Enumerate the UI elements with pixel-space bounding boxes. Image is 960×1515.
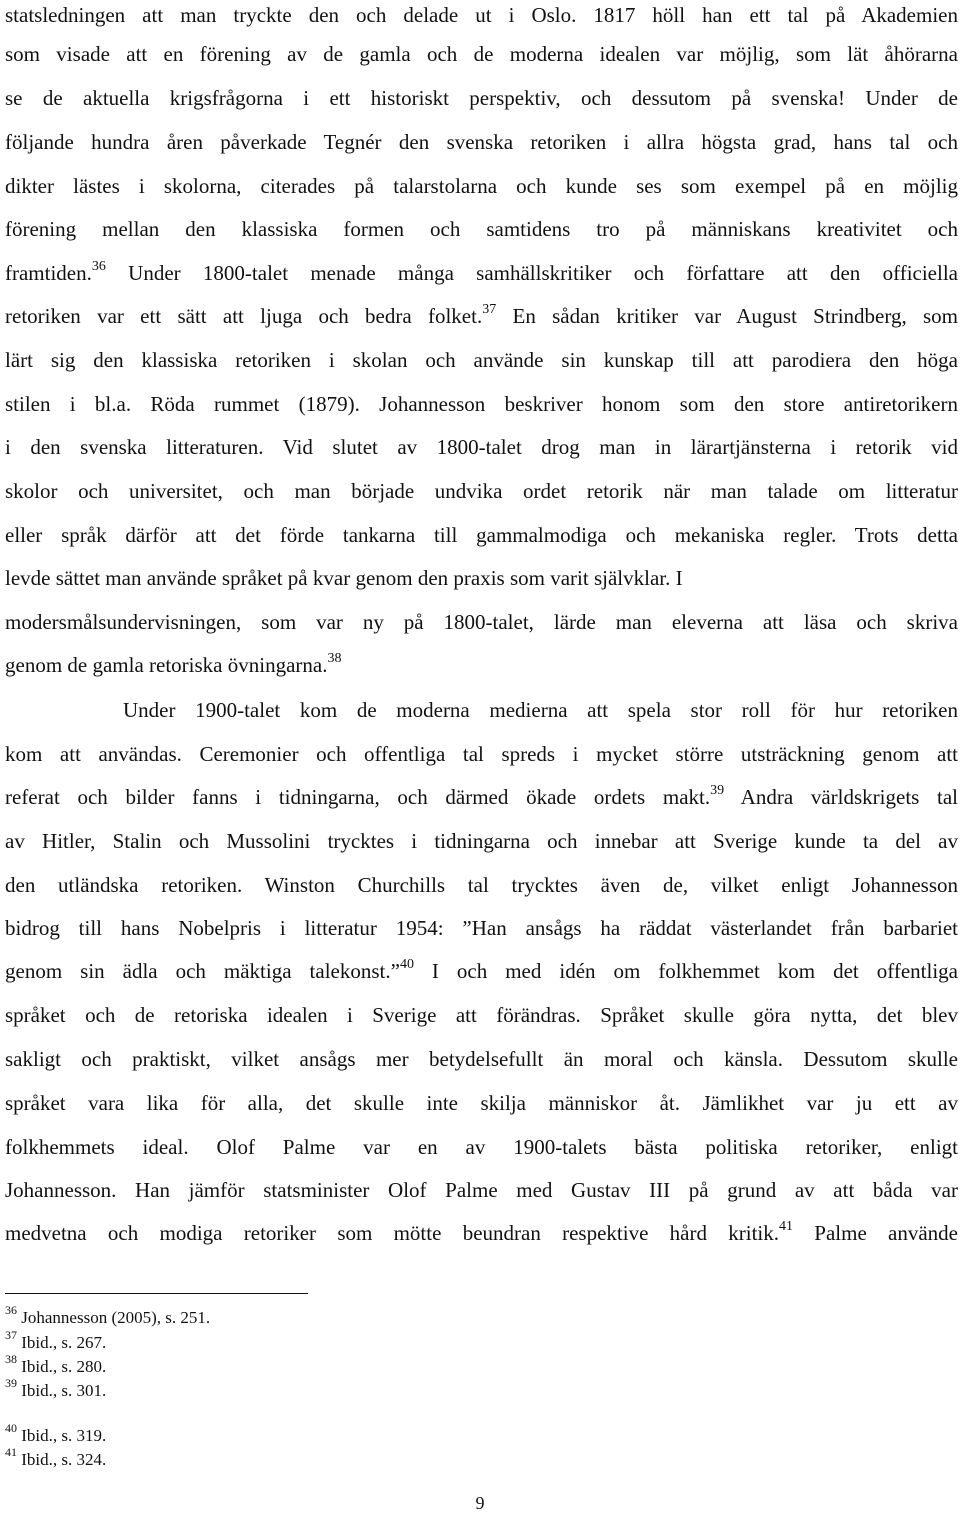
footnote-text: Ibid., s. 324. xyxy=(17,1450,107,1469)
body-line: stilen i bl.a. Röda rummet (1879). Johannesson beskriver honom som den store antiretorikern xyxy=(5,392,958,416)
body-text: framtiden. xyxy=(5,261,92,285)
footnote-number: 41 xyxy=(5,1445,17,1460)
footnote xyxy=(5,1445,107,1471)
footnote-number: 40 xyxy=(5,1421,17,1436)
footnote xyxy=(5,1352,107,1378)
body-line: bidrog till hans Nobelpris i litteratur 1954: ”Han ansågs ha räddat västerlandet från barbariet xyxy=(5,916,958,940)
body-text: genom de gamla retoriska övningarna. xyxy=(5,653,328,677)
footnote-text: Ibid., s. 267. xyxy=(17,1333,107,1352)
footnote-text: Ibid., s. 319. xyxy=(17,1426,107,1445)
body-line: lärt sig den klassiska retoriken i skolan och använde sin kunskap till att parodiera den höga xyxy=(5,348,958,372)
footnote-number: 36 xyxy=(5,1303,17,1318)
body-line: språket vara lika för alla, det skulle inte skilja människor åt. Jämlikhet var ju ett av xyxy=(5,1091,958,1115)
body-text: En sådan kritiker var August Strindberg, som xyxy=(496,304,958,328)
body-line: levde sättet man använde språket på kvar genom den praxis som varit självklar. I xyxy=(5,566,683,590)
body-line: eller språk därför att det förde tankarna till gammalmodiga och mekaniska regler. Trots detta xyxy=(5,523,958,547)
footnote-separator xyxy=(5,1293,308,1294)
body-line xyxy=(5,259,958,287)
footnote-text: Ibid., s. 301. xyxy=(17,1381,107,1400)
body-line: som visade att en förening av de gamla och de moderna idealen var möjlig, som lät åhörarna xyxy=(5,42,958,66)
body-line: förening mellan den klassiska formen och samtidens tro på människans kreativitet och xyxy=(5,217,958,241)
body-line: dikter lästes i skolorna, citerades på talarstolarna och kunde ses som exempel på en möjlig xyxy=(5,174,958,198)
body-line xyxy=(5,1219,958,1247)
body-text: Palme använde xyxy=(793,1221,958,1245)
body-text: genom sin ädla och mäktiga talekonst.” xyxy=(5,959,400,983)
footnote-ref[interactable]: 37 xyxy=(482,302,497,317)
body-line: språket och de retoriska idealen i Sverige att förändras. Språket skulle göra nytta, det blev xyxy=(5,1003,958,1027)
body-line: följande hundra åren påverkade Tegnér den svenska retoriken i allra högsta grad, hans tal och xyxy=(5,130,958,154)
footnote xyxy=(5,1328,107,1354)
footnote xyxy=(5,1376,107,1402)
body-line: den utländska retoriken. Winston Churchills tal trycktes även de, vilket enligt Johannesson xyxy=(5,873,958,897)
footnote-ref[interactable]: 39 xyxy=(710,783,725,798)
body-line xyxy=(5,783,958,811)
footnote-ref[interactable]: 36 xyxy=(91,259,106,274)
body-line: Johannesson. Han jämför statsminister Olof Palme med Gustav III på grund av att båda var xyxy=(5,1178,958,1202)
body-text: medvetna och modiga retoriker som mötte beundran respektive hård kritik. xyxy=(5,1221,779,1245)
body-line xyxy=(5,302,958,330)
footnote-number: 37 xyxy=(5,1328,17,1343)
footnote-ref[interactable]: 40 xyxy=(399,957,414,972)
page-number: 9 xyxy=(475,1493,485,1513)
body-text: retoriken var ett sätt att ljuga och bedra folket. xyxy=(5,304,483,328)
body-line: folkhemmets ideal. Olof Palme var en av 1900-talets bästa politiska retoriker, enligt xyxy=(5,1135,958,1159)
footnote-number: 38 xyxy=(5,1352,17,1367)
footnote-text: Ibid., s. 280. xyxy=(17,1357,107,1376)
body-line: sakligt och praktiskt, vilket ansågs mer betydelsefullt än moral och känsla. Dessutom skulle xyxy=(5,1047,958,1071)
footnote xyxy=(5,1421,107,1447)
body-line: i den svenska litteraturen. Vid slutet av 1800-talet drog man in lärartjänsterna i retorik vid xyxy=(5,435,958,459)
footnote-number: 39 xyxy=(5,1376,17,1391)
body-line: se de aktuella krigsfrågorna i ett historiskt perspektiv, och dessutom på svenska! Under de xyxy=(5,86,958,110)
body-line xyxy=(5,651,958,679)
footnote-ref[interactable]: 38 xyxy=(327,651,342,666)
body-text: Under 1800-talet menade många samhällskritiker och författare att den officiella xyxy=(105,261,958,285)
footnote-text: Johannesson (2005), s. 251. xyxy=(17,1308,211,1327)
body-text: I och med idén om folkhemmet kom det offentliga xyxy=(413,959,958,983)
footnote-ref[interactable]: 41 xyxy=(779,1219,793,1234)
body-line: statsledningen att man tryckte den och delade ut i Oslo. 1817 höll han ett tal på Akademien xyxy=(5,3,958,27)
body-line: kom att användas. Ceremonier och offentliga tal spreds i mycket större utsträckning genom att xyxy=(5,742,958,766)
footnote xyxy=(5,1303,211,1329)
body-line: av Hitler, Stalin och Mussolini trycktes i tidningarna och innebar att Sverige kunde ta del av xyxy=(5,829,958,853)
body-text: referat och bilder fanns i tidningarna, och därmed ökade ordets makt. xyxy=(5,785,711,809)
paragraph-first-line: Under 1900-talet kom de moderna medierna att spela stor roll för hur retoriken xyxy=(123,698,958,722)
body-line: skolor och universitet, och man började undvika ordet retorik när man talade om litteratur xyxy=(5,479,958,503)
body-line xyxy=(5,957,958,985)
body-text: Andra världskrigets tal xyxy=(724,785,958,809)
body-line: modersmålsundervisningen, som var ny på 1800-talet, lärde man eleverna att läsa och skriva xyxy=(5,610,958,634)
